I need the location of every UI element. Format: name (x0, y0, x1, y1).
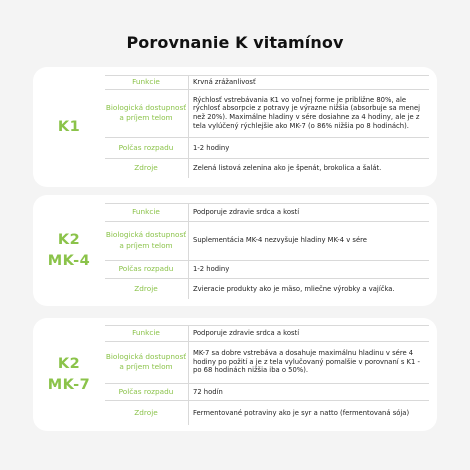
row-label-polcas: Polčas rozpadu (118, 386, 174, 396)
table-row (105, 221, 429, 261)
row-label-funkcie: Funkcie (132, 77, 160, 87)
table-row (105, 159, 429, 178)
vitamin-name-line2: MK-7 (47, 376, 91, 393)
vitamin-name-line1: K2 (57, 231, 81, 248)
row-value-funkcie: Podporuje zdravie srdca a kostí (193, 208, 300, 217)
table-row (105, 203, 429, 222)
table-row (105, 325, 429, 342)
row-label-zdroje: Zdroje (134, 283, 158, 293)
row-label-funkcie: Funkcie (132, 328, 160, 338)
vitamin-card-k1 (33, 67, 437, 187)
vitamin-name-line2: MK-4 (47, 252, 91, 269)
row-label-bio: Biologická dostupnosť a príjem telom (105, 230, 187, 250)
vitamin-card-mk7 (33, 318, 437, 431)
table-row (105, 138, 429, 159)
page-title: Porovnanie K vitamínov (126, 33, 344, 52)
vitamin-name-line1: K1 (57, 118, 81, 135)
row-value-polcas: 1-2 hodiny (193, 143, 230, 152)
row-label-polcas: Polčas rozpadu (118, 264, 174, 274)
row-value-funkcie: Krvná zrážanlivosť (193, 78, 256, 87)
vitamin-name (33, 195, 105, 306)
row-label-polcas: Polčas rozpadu (118, 142, 174, 152)
row-value-bio: Rýchlosť vstrebávania K1 vo voľnej forme je približne 80%, ale rýchlosť absorpcie z potravy je výrazne nižšia (absorbuje sa menej než 20%). Maximálne hladiny v sére dosiahne za 4 hodiny, ale je z tela vylúčený rýchlejšie ako MK-7 (o 86% nižšia po 8 hodinách). (193, 95, 421, 130)
row-value-zdroje: Zelená listová zelenina ako je špenát, brokolica a šalát. (193, 164, 382, 173)
row-label-funkcie: Funkcie (132, 207, 160, 217)
vitamin-card-mk4 (33, 195, 437, 306)
row-value-bio: MK-7 sa dobre vstrebáva a dosahuje maximálnu hladinu v sére 4 hodiny po požití a je z tela vylučovaný pomalšie v porovnaní s K1 - po 68 hodinách nižšia iba o 50%). (193, 349, 420, 375)
vitamin-name (33, 67, 105, 187)
table-row (105, 261, 429, 279)
vitamin-name-line1: K2 (57, 355, 81, 372)
row-label-zdroje: Zdroje (134, 163, 158, 173)
row-value-zdroje: Fermentované potraviny ako je syr a natto (fermentovaná sója) (193, 408, 410, 417)
row-value-polcas: 1-2 hodiny (193, 265, 230, 274)
table-row (105, 384, 429, 401)
table-row (105, 279, 429, 299)
row-value-polcas: 72 hodín (193, 387, 223, 396)
row-label-zdroje: Zdroje (134, 407, 158, 417)
row-value-bio: Suplementácia MK-4 nezvyšuje hladiny MK-4 v sére (193, 236, 367, 245)
table-row (105, 75, 429, 90)
row-value-zdroje: Zvieracie produkty ako je mäso, mliečne výrobky a vajíčka. (193, 284, 395, 293)
table-row (105, 341, 429, 384)
row-label-bio: Biologická dostupnosť a príjem telom (105, 102, 187, 122)
table-row (105, 401, 429, 425)
row-value-funkcie: Podporuje zdravie srdca a kostí (193, 329, 300, 338)
table-row (105, 89, 429, 138)
vitamin-name (33, 318, 105, 431)
row-label-bio: Biologická dostupnosť a príjem telom (105, 351, 187, 371)
